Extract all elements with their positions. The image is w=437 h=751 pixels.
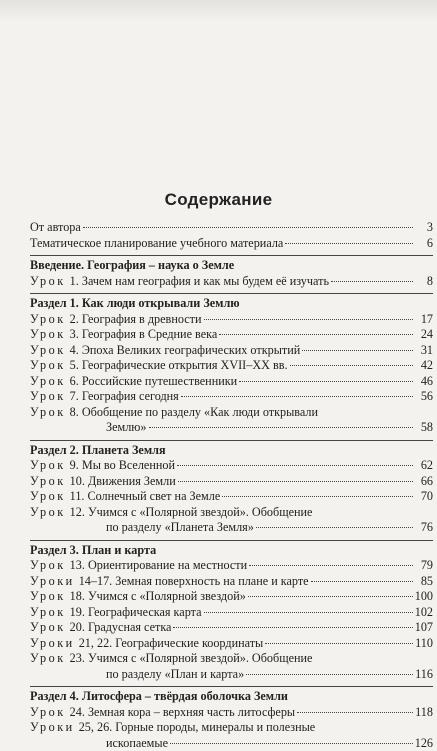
entry-title-group xyxy=(30,374,237,390)
entry-title: по разделу «Планета Земля» xyxy=(106,520,254,534)
entry-title-group xyxy=(30,358,288,374)
dot-leader xyxy=(256,527,413,528)
page-number: 17 xyxy=(415,312,433,328)
toc-entry-continuation xyxy=(30,736,433,751)
dot-leader xyxy=(239,381,413,382)
page-number: 56 xyxy=(415,389,433,405)
entry-title-group xyxy=(30,327,217,343)
section-heading: Раздел 2. Планета Земля xyxy=(30,440,433,459)
entry-title: 19. Географическая карта xyxy=(70,605,202,619)
page-number: 31 xyxy=(415,343,433,359)
lesson-label: Урок xyxy=(30,312,66,326)
page-number: 76 xyxy=(415,520,433,536)
toc-entry xyxy=(30,605,433,621)
dot-leader xyxy=(249,565,413,566)
dot-leader xyxy=(311,581,413,582)
entry-title: 13. Ориентирование на местности xyxy=(70,558,248,572)
toc-entry xyxy=(30,474,433,490)
dot-leader xyxy=(177,465,413,466)
toc-entry xyxy=(30,720,433,736)
toc-entry xyxy=(30,327,433,343)
lesson-label: Урок xyxy=(30,274,66,288)
page-number: 79 xyxy=(415,558,433,574)
lesson-label: Урок xyxy=(30,374,66,388)
entry-title-group xyxy=(30,605,202,621)
entry-title-group xyxy=(30,705,295,721)
section-heading: Раздел 3. План и карта xyxy=(30,540,433,559)
entry-title-group xyxy=(30,236,283,252)
dot-leader xyxy=(285,243,413,244)
page-number: 8 xyxy=(415,274,433,290)
section-heading: Введение. География – наука о Земле xyxy=(30,255,433,274)
entry-title: 2. География в древности xyxy=(70,312,202,326)
lesson-label: Урок xyxy=(30,405,66,419)
entry-title: 5. Географические открытия XVII–XX вв. xyxy=(70,358,288,372)
toc-entry xyxy=(30,705,433,721)
dot-leader xyxy=(248,596,413,597)
dot-leader xyxy=(204,319,414,320)
toc-entry-continuation xyxy=(30,667,433,683)
page-number: 110 xyxy=(415,636,433,652)
entry-title-group xyxy=(30,574,309,590)
entry-title-group xyxy=(30,405,318,421)
toc-entry xyxy=(30,558,433,574)
entry-title-group xyxy=(106,420,147,436)
dot-leader xyxy=(331,281,413,282)
page-number: 66 xyxy=(415,474,433,490)
page-number: 118 xyxy=(415,705,433,721)
entry-title-group xyxy=(30,620,171,636)
entry-title: 6. Российские путешественники xyxy=(70,374,238,388)
lesson-label: Урок xyxy=(30,458,66,472)
toc-entry xyxy=(30,574,433,590)
entry-title: 4. Эпоха Великих географических открытий xyxy=(70,343,301,357)
page-number: 116 xyxy=(415,667,433,683)
page-number: 85 xyxy=(415,574,433,590)
entry-title-group xyxy=(30,636,263,652)
entry-title: 12. Учимся с «Полярной звездой». Обобщение xyxy=(70,505,313,519)
dot-leader xyxy=(83,227,413,228)
lesson-label: Урок xyxy=(30,489,66,503)
lesson-label: Урок xyxy=(30,474,66,488)
entry-title: 18. Учимся с «Полярной звездой» xyxy=(70,589,246,603)
toc-entry xyxy=(30,274,433,290)
lesson-label: Урок xyxy=(30,705,66,719)
page-number: 102 xyxy=(415,605,433,621)
entry-title-group xyxy=(30,651,312,667)
toc-entry xyxy=(30,405,433,421)
dot-leader xyxy=(265,643,413,644)
page-number: 70 xyxy=(415,489,433,505)
entry-title-group xyxy=(30,389,179,405)
dot-leader xyxy=(297,712,413,713)
toc-entry xyxy=(30,374,433,390)
dot-leader xyxy=(181,396,413,397)
dot-leader xyxy=(246,674,413,675)
entry-title: 11. Солнечный свет на Земле xyxy=(70,489,221,503)
entry-title-group xyxy=(106,520,254,536)
section-heading: Раздел 1. Как люди открывали Землю xyxy=(30,293,433,312)
table-of-contents xyxy=(30,220,433,751)
lesson-label: Уроки xyxy=(30,636,75,650)
toc-entry xyxy=(30,358,433,374)
toc-entry xyxy=(30,651,433,667)
toc-entry xyxy=(30,505,433,521)
dot-leader xyxy=(290,365,413,366)
dot-leader xyxy=(178,481,413,482)
entry-title: 23. Учимся с «Полярной звездой». Обобщение xyxy=(70,651,313,665)
toc-entry-continuation xyxy=(30,520,433,536)
entry-title-group xyxy=(30,589,246,605)
entry-title-group xyxy=(30,474,176,490)
previous-page-edge xyxy=(0,0,437,22)
toc-entry xyxy=(30,389,433,405)
lesson-label: Уроки xyxy=(30,720,75,734)
lesson-label: Урок xyxy=(30,389,66,403)
toc-entry-continuation xyxy=(30,420,433,436)
dot-leader xyxy=(222,496,413,497)
dot-leader xyxy=(302,350,413,351)
entry-title: по разделу «План и карта» xyxy=(106,667,244,681)
lesson-label: Урок xyxy=(30,327,66,341)
page-number: 42 xyxy=(415,358,433,374)
page-number: 126 xyxy=(415,736,433,751)
entry-title-group xyxy=(106,667,244,683)
entry-title-group xyxy=(30,220,81,236)
page-title: Содержание xyxy=(0,190,437,210)
entry-title-group xyxy=(30,458,175,474)
lesson-label: Урок xyxy=(30,505,66,519)
entry-title: 1. Зачем нам география и как мы будем её изучать xyxy=(70,274,329,288)
lesson-label: Урок xyxy=(30,558,66,572)
toc-entry xyxy=(30,458,433,474)
entry-title: 9. Мы во Вселенной xyxy=(70,458,175,472)
lesson-label: Уроки xyxy=(30,574,75,588)
page-number: 62 xyxy=(415,458,433,474)
page-number: 58 xyxy=(415,420,433,436)
entry-title: 21, 22. Географические координаты xyxy=(79,636,264,650)
entry-title: 8. Обобщение по разделу «Как люди открывали xyxy=(70,405,318,419)
lesson-label: Урок xyxy=(30,651,66,665)
entry-title: Тематическое планирование учебного материала xyxy=(30,236,283,250)
entry-title: 20. Градусная сетка xyxy=(70,620,172,634)
page-number: 100 xyxy=(415,589,433,605)
entry-title: 3. География в Средние века xyxy=(70,327,218,341)
page-number: 24 xyxy=(415,327,433,343)
section-heading: Раздел 4. Литосфера – твёрдая оболочка Земли xyxy=(30,686,433,705)
entry-title-group xyxy=(30,720,315,736)
toc-entry xyxy=(30,620,433,636)
toc-entry xyxy=(30,236,433,252)
dot-leader xyxy=(204,612,413,613)
dot-leader xyxy=(219,334,413,335)
entry-title-group xyxy=(30,274,329,290)
dot-leader xyxy=(173,627,412,628)
toc-entry xyxy=(30,343,433,359)
lesson-label: Урок xyxy=(30,358,66,372)
entry-title: 25, 26. Горные породы, минералы и полезные xyxy=(79,720,316,734)
entry-title-group xyxy=(30,343,300,359)
entry-title: 14–17. Земная поверхность на плане и карте xyxy=(79,574,309,588)
toc-entry xyxy=(30,636,433,652)
lesson-label: Урок xyxy=(30,343,66,357)
page-number: 107 xyxy=(415,620,433,636)
entry-title-group xyxy=(30,312,202,328)
page-number: 3 xyxy=(415,220,433,236)
entry-title-group xyxy=(106,736,168,751)
dot-leader xyxy=(149,427,413,428)
toc-entry xyxy=(30,312,433,328)
entry-title: От автора xyxy=(30,220,81,234)
entry-title: Землю» xyxy=(106,420,147,434)
toc-entry xyxy=(30,589,433,605)
entry-title-group xyxy=(30,558,247,574)
entry-title: 10. Движения Земли xyxy=(70,474,176,488)
toc-entry xyxy=(30,220,433,236)
entry-title-group xyxy=(30,505,312,521)
lesson-label: Урок xyxy=(30,605,66,619)
lesson-label: Урок xyxy=(30,589,66,603)
page-number: 46 xyxy=(415,374,433,390)
page-number: 6 xyxy=(415,236,433,252)
entry-title: 24. Земная кора – верхняя часть литосферы xyxy=(70,705,295,719)
toc-entry xyxy=(30,489,433,505)
entry-title: 7. География сегодня xyxy=(70,389,179,403)
lesson-label: Урок xyxy=(30,620,66,634)
entry-title: ископаемые xyxy=(106,736,168,750)
dot-leader xyxy=(170,743,413,744)
entry-title-group xyxy=(30,489,220,505)
